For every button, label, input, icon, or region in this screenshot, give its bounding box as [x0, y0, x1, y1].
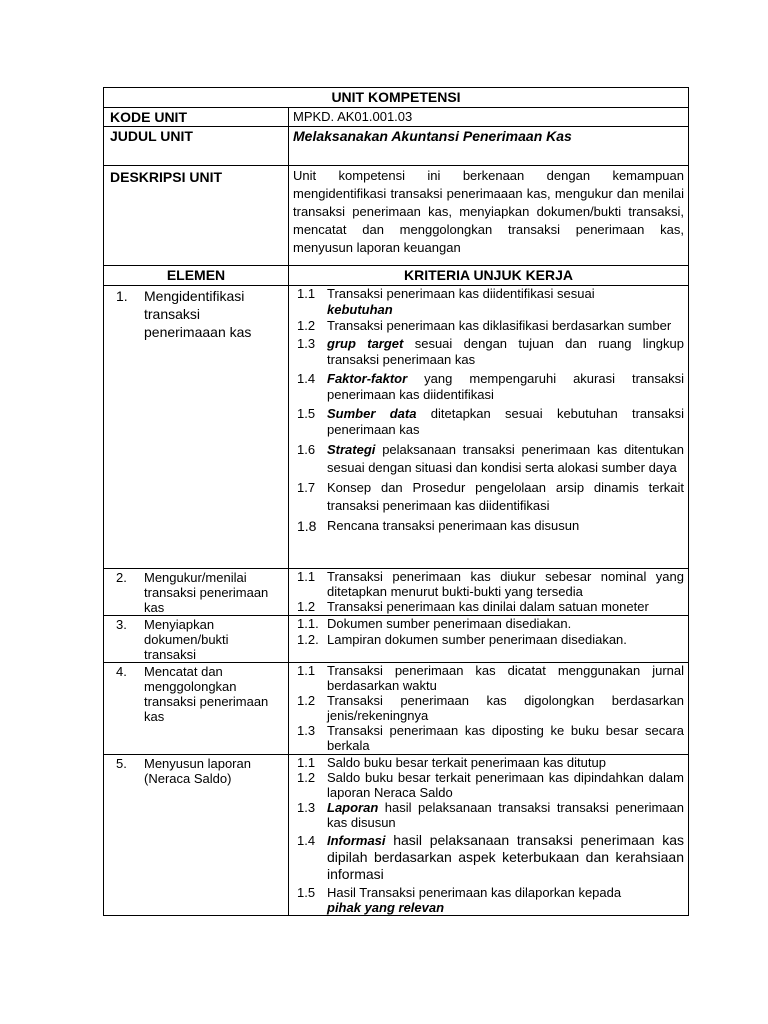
criterion-item: 1.3 grup target sesuai dengan tujuan dan ruang lingkup transaksi penerimaan kas	[297, 336, 684, 367]
criterion-item: 1.2 Transaksi penerimaan kas digolongkan berdasarkan jenis/rekeningnya	[297, 693, 684, 723]
element-label: 2. Mengukur/menilai transaksi penerimaan kas	[116, 570, 269, 615]
element-label: 3. Menyiapkan dokumen/bukti transaksi	[116, 617, 229, 662]
criterion-item: 1.2. Lampiran dokumen sumber penerimaan disediakan.	[297, 632, 627, 647]
criterion-item: 1.1 Transaksi penerimaan kas diidentifikasi sesuai kebutuhan	[297, 286, 595, 317]
competency-unit-table	[103, 87, 689, 916]
criterion-item: 1.1 Transaksi penerimaan kas diukur sebesar nominal yang ditetapkan menurut bukti-bukti yang tersedia	[297, 569, 684, 599]
criterion-item: 1.1 Transaksi penerimaan kas dicatat menggunakan jurnal berdasarkan waktu	[297, 663, 684, 693]
element-row	[104, 569, 689, 616]
element-label: 5. Menyusun laporan (Neraca Saldo)	[116, 756, 251, 786]
judul-unit-value: Melaksanakan Akuntansi Penerimaan Kas	[289, 127, 689, 166]
deskripsi-unit-label: DESKRIPSI UNIT	[104, 166, 289, 266]
criterion-item: 1.2 Transaksi penerimaan kas diklasifikasi berdasarkan sumber	[297, 318, 672, 333]
criterion-item: 1.1 Saldo buku besar terkait penerimaan kas ditutup	[297, 755, 606, 770]
criterion-item: 1.2 Saldo buku besar terkait penerimaan kas dipindahkan dalam laporan Neraca Saldo	[297, 770, 684, 800]
element-label: 1. Mengidentifikasi transaksi penerimaaan kas	[116, 288, 252, 340]
unit-title: UNIT KOMPETENSI	[104, 88, 689, 108]
element-row	[104, 616, 689, 663]
judul-unit-label: JUDUL UNIT	[104, 127, 289, 166]
kode-unit-label: KODE UNIT	[104, 108, 289, 127]
elemen-header: ELEMEN	[104, 266, 289, 286]
kriteria-header: KRITERIA UNJUK KERJA	[289, 266, 689, 286]
element-row	[104, 286, 689, 569]
element-row	[104, 755, 689, 916]
criterion-item: 1.4 Informasi hasil pelaksanaan transaksi penerimaan kas dipilah berdasarkan aspek keterbukaan dan kerahsiaan informasi	[297, 832, 684, 882]
deskripsi-unit-value: Unit kompetensi ini berkenaan dengan kemampuan mengidentifikasi transaksi penerimaaan kas, mengukur dan menilai transaksi penerimaan kas, menyiapkan dokumen/bukti transaksi, mencatat dan menggolongkan transaksi penerimaan kas, menyusun laporan keuangan	[289, 166, 689, 266]
kode-unit-value: MPKD. AK01.001.03	[289, 108, 689, 127]
criterion-item: 1.6 Strategi pelaksanaan transaksi penerimaan kas ditentukan sesuai dengan situasi dan kondisi serta alokasi sumber daya	[297, 442, 684, 475]
criterion-item: 1.5 Sumber data ditetapkan sesuai kebutuhan transaksi penerimaan kas	[297, 406, 684, 437]
criterion-item: 1.8 Rencana transaksi penerimaan kas disusun	[297, 518, 580, 534]
element-label: 4. Mencatat dan menggolongkan transaksi penerimaan kas	[116, 664, 269, 724]
criterion-item: 1.4 Faktor-faktor yang mempengaruhi akurasi transaksi penerimaan kas diidentifikasi	[297, 371, 684, 402]
criterion-item: 1.3 Transaksi penerimaan kas diposting ke buku besar secara berkala	[297, 723, 684, 753]
element-row	[104, 663, 689, 755]
criterion-item: 1.5 Hasil Transaksi penerimaan kas dilaporkan kepada pihak yang relevan	[297, 885, 622, 915]
criterion-item: 1.2 Transaksi penerimaan kas dinilai dalam satuan moneter	[297, 599, 649, 614]
criterion-item: 1.7 Konsep dan Prosedur pengelolaan arsip dinamis terkait transaksi penerimaan kas diidentifikasi	[297, 480, 684, 513]
criterion-item: 1.1. Dokumen sumber penerimaan disediakan.	[297, 616, 572, 631]
criterion-item: 1.3 Laporan hasil pelaksanaan transaksi transaksi penerimaan kas disusun	[297, 800, 684, 830]
